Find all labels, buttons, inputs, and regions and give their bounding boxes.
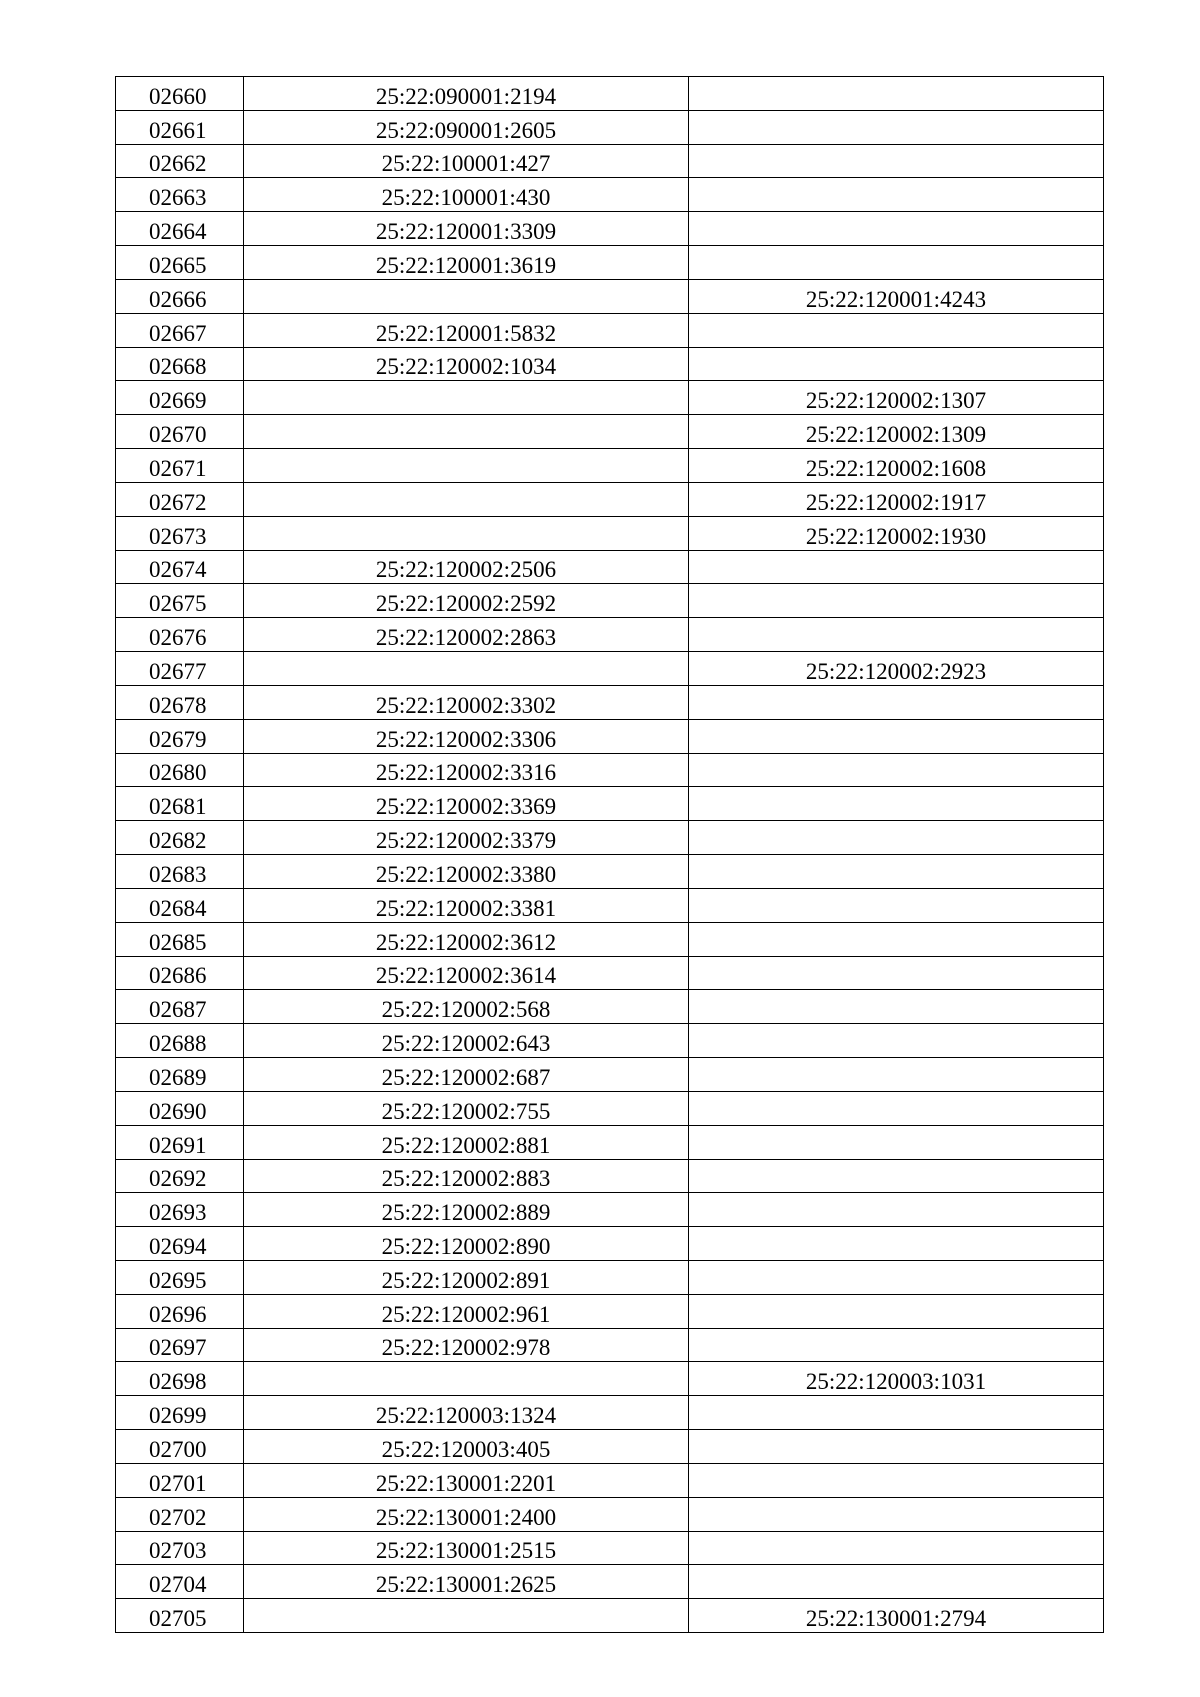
cadastral-number-cell (244, 787, 689, 821)
row-number-text: 02664 (149, 219, 207, 245)
cadastral-number-alt-cell (689, 719, 1104, 753)
cadastral-number-cell (244, 1396, 689, 1430)
cadastral-number-text: 25:22:120002:2592 (375, 591, 557, 617)
row-number-cell (116, 888, 244, 922)
cadastral-number-cell (244, 347, 689, 381)
cadastral-number-alt-cell (689, 888, 1104, 922)
cadastral-number-cell (244, 482, 689, 516)
cadastral-number-alt-cell (689, 1531, 1104, 1565)
row-number-text: 02699 (149, 1403, 207, 1429)
cadastral-number-alt-cell (689, 855, 1104, 889)
row-number-text: 02684 (149, 895, 207, 921)
cadastral-number-cell (244, 516, 689, 550)
cadastral-number-text: 25:22:120002:891 (381, 1267, 551, 1293)
cadastral-number-alt-text: 25:22:120002:1930 (805, 523, 987, 549)
cadastral-number-cell (244, 449, 689, 483)
cadastral-number-text: 25:22:100001:427 (381, 151, 551, 177)
row-number-text: 02662 (149, 151, 207, 177)
row-number-text: 02677 (149, 658, 207, 684)
row-number-text: 02691 (149, 1132, 207, 1158)
cadastral-number-cell (244, 1565, 689, 1599)
cadastral-number-cell (244, 1125, 689, 1159)
row-number-cell (116, 347, 244, 381)
row-number-text: 02705 (149, 1606, 207, 1632)
cadastral-number-text: 25:22:120002:755 (381, 1098, 551, 1124)
table-row (116, 1193, 1104, 1227)
cadastral-number-alt-cell (689, 1362, 1104, 1396)
cadastral-number-cell (244, 246, 689, 280)
row-number-text: 02703 (149, 1538, 207, 1564)
cadastral-number-alt-text: 25:22:120001:4243 (805, 286, 987, 312)
table-row (116, 652, 1104, 686)
cadastral-number-cell (244, 855, 689, 889)
row-number-text: 02698 (149, 1369, 207, 1395)
row-number-text: 02685 (149, 929, 207, 955)
cadastral-number-alt-cell (689, 584, 1104, 618)
cadastral-number-alt-cell (689, 550, 1104, 584)
cadastral-number-cell (244, 1328, 689, 1362)
row-number-text: 02676 (149, 625, 207, 651)
row-number-cell (116, 110, 244, 144)
cadastral-number-text: 25:22:120002:643 (381, 1031, 551, 1057)
row-number-cell (116, 787, 244, 821)
table-row (116, 1362, 1104, 1396)
cadastral-number-alt-cell (689, 956, 1104, 990)
table-row (116, 1024, 1104, 1058)
row-number-cell (116, 855, 244, 889)
table-row (116, 1159, 1104, 1193)
cadastral-number-alt-cell (689, 1328, 1104, 1362)
table-row (116, 685, 1104, 719)
table-row (116, 313, 1104, 347)
cadastral-number-alt-cell (689, 1091, 1104, 1125)
cadastral-number-alt-text: 25:22:120002:1608 (805, 455, 987, 481)
table-row (116, 1599, 1104, 1633)
cadastral-number-cell (244, 381, 689, 415)
cadastral-number-text: 25:22:120003:1324 (375, 1403, 557, 1429)
cadastral-number-cell (244, 1091, 689, 1125)
cadastral-number-text: 25:22:090001:2605 (375, 117, 557, 143)
row-number-text: 02692 (149, 1166, 207, 1192)
cadastral-number-alt-cell (689, 1294, 1104, 1328)
table-row (116, 1463, 1104, 1497)
cadastral-number-cell (244, 1362, 689, 1396)
table-row (116, 482, 1104, 516)
cadastral-number-alt-cell (689, 1024, 1104, 1058)
cadastral-number-alt-text: 25:22:130001:2794 (805, 1606, 987, 1632)
cadastral-number-text: 25:22:120002:889 (381, 1200, 551, 1226)
cadastral-number-alt-cell (689, 1565, 1104, 1599)
row-number-cell (116, 584, 244, 618)
cadastral-number-text: 25:22:120002:3306 (375, 726, 557, 752)
row-number-text: 02695 (149, 1267, 207, 1293)
row-number-cell (116, 1260, 244, 1294)
table-row (116, 1260, 1104, 1294)
table-row (116, 381, 1104, 415)
row-number-cell (116, 1227, 244, 1261)
cadastral-number-cell (244, 1599, 689, 1633)
cadastral-number-alt-cell (689, 787, 1104, 821)
cadastral-number-text: 25:22:120002:3369 (375, 794, 557, 820)
cadastral-number-text: 25:22:130001:2201 (375, 1470, 557, 1496)
cadastral-number-alt-cell (689, 1227, 1104, 1261)
cadastral-number-cell (244, 1058, 689, 1092)
row-number-cell (116, 922, 244, 956)
cadastral-number-text: 25:22:120002:3381 (375, 895, 557, 921)
cadastral-number-alt-cell (689, 313, 1104, 347)
cadastral-number-alt-text: 25:22:120002:1307 (805, 388, 987, 414)
row-number-cell (116, 1599, 244, 1633)
table-row (116, 888, 1104, 922)
cadastral-number-cell (244, 279, 689, 313)
row-number-cell (116, 1531, 244, 1565)
table-row (116, 855, 1104, 889)
row-number-cell (116, 1463, 244, 1497)
row-number-text: 02687 (149, 997, 207, 1023)
row-number-text: 02663 (149, 185, 207, 211)
row-number-text: 02669 (149, 388, 207, 414)
row-number-text: 02696 (149, 1301, 207, 1327)
row-number-cell (116, 956, 244, 990)
row-number-text: 02702 (149, 1504, 207, 1530)
cadastral-number-alt-cell (689, 415, 1104, 449)
cadastral-number-cell (244, 110, 689, 144)
table-row (116, 279, 1104, 313)
row-number-cell (116, 652, 244, 686)
cadastral-number-cell (244, 1260, 689, 1294)
row-number-cell (116, 77, 244, 111)
cadastral-number-alt-cell (689, 685, 1104, 719)
row-number-cell (116, 1159, 244, 1193)
cadastral-number-alt-text: 25:22:120002:2923 (805, 658, 987, 684)
table-row (116, 415, 1104, 449)
cadastral-number-alt-cell (689, 449, 1104, 483)
table-row (116, 753, 1104, 787)
cadastral-number-cell (244, 1531, 689, 1565)
row-number-text: 02689 (149, 1064, 207, 1090)
row-number-cell (116, 482, 244, 516)
cadastral-number-text: 25:22:130001:2625 (375, 1572, 557, 1598)
table-row (116, 516, 1104, 550)
cadastral-number-text: 25:22:120001:3619 (375, 252, 557, 278)
row-number-text: 02686 (149, 963, 207, 989)
table-row (116, 584, 1104, 618)
table-row (116, 1091, 1104, 1125)
row-number-cell (116, 1193, 244, 1227)
table-row (116, 449, 1104, 483)
table-row (116, 1497, 1104, 1531)
cadastral-number-cell (244, 888, 689, 922)
row-number-cell (116, 1565, 244, 1599)
cadastral-number-alt-text: 25:22:120003:1031 (805, 1369, 987, 1395)
cadastral-number-text: 25:22:120002:3379 (375, 828, 557, 854)
cadastral-number-cell (244, 212, 689, 246)
cadastral-number-text: 25:22:120001:3309 (375, 219, 557, 245)
row-number-cell (116, 178, 244, 212)
row-number-cell (116, 279, 244, 313)
row-number-text: 02666 (149, 286, 207, 312)
cadastral-number-alt-cell (689, 144, 1104, 178)
table-row (116, 550, 1104, 584)
row-number-text: 02693 (149, 1200, 207, 1226)
cadastral-number-cell (244, 144, 689, 178)
row-number-text: 02682 (149, 828, 207, 854)
row-number-text: 02681 (149, 794, 207, 820)
table-row (116, 719, 1104, 753)
records-table (115, 76, 1104, 1633)
row-number-cell (116, 1396, 244, 1430)
row-number-text: 02683 (149, 861, 207, 887)
cadastral-number-text: 25:22:120002:568 (381, 997, 551, 1023)
table-row (116, 990, 1104, 1024)
row-number-cell (116, 1058, 244, 1092)
cadastral-number-alt-cell (689, 753, 1104, 787)
cadastral-number-cell (244, 990, 689, 1024)
row-number-cell (116, 990, 244, 1024)
table-row (116, 1565, 1104, 1599)
cadastral-number-text: 25:22:090001:2194 (375, 83, 557, 109)
row-number-text: 02701 (149, 1470, 207, 1496)
cadastral-number-alt-text: 25:22:120002:1917 (805, 489, 987, 515)
cadastral-number-text: 25:22:120002:3302 (375, 692, 557, 718)
cadastral-number-alt-cell (689, 279, 1104, 313)
table-row (116, 178, 1104, 212)
table-row (116, 212, 1104, 246)
row-number-text: 02670 (149, 422, 207, 448)
cadastral-number-alt-cell (689, 652, 1104, 686)
table-row (116, 1294, 1104, 1328)
cadastral-number-cell (244, 685, 689, 719)
row-number-cell (116, 1430, 244, 1464)
row-number-cell (116, 821, 244, 855)
cadastral-number-alt-cell (689, 212, 1104, 246)
cadastral-number-cell (244, 922, 689, 956)
row-number-cell (116, 246, 244, 280)
cadastral-number-cell (244, 1497, 689, 1531)
row-number-cell (116, 1362, 244, 1396)
records-table-body (116, 77, 1104, 1633)
cadastral-number-alt-cell (689, 77, 1104, 111)
cadastral-number-text: 25:22:120002:881 (381, 1132, 551, 1158)
cadastral-number-cell (244, 821, 689, 855)
cadastral-number-text: 25:22:130001:2400 (375, 1504, 557, 1530)
cadastral-number-alt-cell (689, 482, 1104, 516)
row-number-cell (116, 1125, 244, 1159)
row-number-text: 02688 (149, 1031, 207, 1057)
cadastral-number-alt-cell (689, 1260, 1104, 1294)
table-row (116, 1396, 1104, 1430)
cadastral-number-alt-cell (689, 347, 1104, 381)
cadastral-number-alt-cell (689, 1193, 1104, 1227)
cadastral-number-text: 25:22:120002:3316 (375, 760, 557, 786)
cadastral-number-text: 25:22:120002:3380 (375, 861, 557, 887)
cadastral-number-alt-cell (689, 1599, 1104, 1633)
cadastral-number-text: 25:22:120002:961 (381, 1301, 551, 1327)
table-row (116, 787, 1104, 821)
cadastral-number-cell (244, 1227, 689, 1261)
cadastral-number-text: 25:22:120002:2506 (375, 557, 557, 583)
cadastral-number-cell (244, 652, 689, 686)
cadastral-number-alt-cell (689, 1396, 1104, 1430)
row-number-text: 02660 (149, 83, 207, 109)
row-number-cell (116, 1294, 244, 1328)
row-number-cell (116, 719, 244, 753)
row-number-text: 02668 (149, 354, 207, 380)
cadastral-number-text: 25:22:100001:430 (381, 185, 551, 211)
table-row (116, 1430, 1104, 1464)
row-number-cell (116, 212, 244, 246)
table-row (116, 1328, 1104, 1362)
row-number-cell (116, 753, 244, 787)
table-row (116, 246, 1104, 280)
cadastral-number-text: 25:22:120003:405 (381, 1436, 551, 1462)
row-number-text: 02690 (149, 1098, 207, 1124)
cadastral-number-cell (244, 77, 689, 111)
cadastral-number-alt-cell (689, 246, 1104, 280)
cadastral-number-alt-cell (689, 1159, 1104, 1193)
row-number-text: 02671 (149, 455, 207, 481)
cadastral-number-cell (244, 1430, 689, 1464)
row-number-text: 02700 (149, 1436, 207, 1462)
cadastral-number-alt-cell (689, 178, 1104, 212)
cadastral-number-text: 25:22:120002:978 (381, 1335, 551, 1361)
cadastral-number-cell (244, 1463, 689, 1497)
cadastral-number-text: 25:22:120002:1034 (375, 354, 557, 380)
row-number-cell (116, 618, 244, 652)
row-number-text: 02672 (149, 489, 207, 515)
cadastral-number-text: 25:22:120002:687 (381, 1064, 551, 1090)
table-row (116, 1531, 1104, 1565)
cadastral-number-alt-cell (689, 821, 1104, 855)
row-number-text: 02697 (149, 1335, 207, 1361)
row-number-text: 02675 (149, 591, 207, 617)
row-number-text: 02679 (149, 726, 207, 752)
cadastral-number-cell (244, 1294, 689, 1328)
cadastral-number-alt-cell (689, 922, 1104, 956)
row-number-cell (116, 516, 244, 550)
cadastral-number-cell (244, 1193, 689, 1227)
cadastral-number-cell (244, 1159, 689, 1193)
row-number-cell (116, 144, 244, 178)
row-number-cell (116, 449, 244, 483)
cadastral-number-text: 25:22:120002:883 (381, 1166, 551, 1192)
cadastral-number-cell (244, 313, 689, 347)
row-number-text: 02694 (149, 1233, 207, 1259)
table-row (116, 956, 1104, 990)
cadastral-number-cell (244, 753, 689, 787)
cadastral-number-cell (244, 178, 689, 212)
row-number-cell (116, 1024, 244, 1058)
cadastral-number-cell (244, 550, 689, 584)
row-number-cell (116, 313, 244, 347)
cadastral-number-alt-cell (689, 1463, 1104, 1497)
cadastral-number-cell (244, 415, 689, 449)
cadastral-number-cell (244, 584, 689, 618)
cadastral-number-alt-cell (689, 1058, 1104, 1092)
cadastral-number-alt-cell (689, 381, 1104, 415)
cadastral-number-cell (244, 1024, 689, 1058)
row-number-text: 02680 (149, 760, 207, 786)
row-number-text: 02667 (149, 320, 207, 346)
cadastral-number-text: 25:22:120002:3614 (375, 963, 557, 989)
cadastral-number-text: 25:22:130001:2515 (375, 1538, 557, 1564)
table-row (116, 618, 1104, 652)
table-row (116, 922, 1104, 956)
row-number-text: 02673 (149, 523, 207, 549)
row-number-text: 02661 (149, 117, 207, 143)
cadastral-number-cell (244, 956, 689, 990)
row-number-cell (116, 1091, 244, 1125)
table-row (116, 77, 1104, 111)
table-row (116, 1125, 1104, 1159)
row-number-text: 02665 (149, 252, 207, 278)
table-row (116, 1058, 1104, 1092)
row-number-cell (116, 1497, 244, 1531)
cadastral-number-text: 25:22:120002:890 (381, 1233, 551, 1259)
row-number-cell (116, 685, 244, 719)
table-row (116, 110, 1104, 144)
table-row (116, 144, 1104, 178)
row-number-cell (116, 1328, 244, 1362)
cadastral-number-text: 25:22:120002:2863 (375, 625, 557, 651)
cadastral-number-alt-cell (689, 1125, 1104, 1159)
cadastral-number-alt-cell (689, 110, 1104, 144)
row-number-text: 02674 (149, 557, 207, 583)
cadastral-number-cell (244, 618, 689, 652)
row-number-cell (116, 415, 244, 449)
cadastral-number-alt-cell (689, 618, 1104, 652)
row-number-text: 02704 (149, 1572, 207, 1598)
table-row (116, 1227, 1104, 1261)
row-number-cell (116, 550, 244, 584)
cadastral-number-alt-cell (689, 516, 1104, 550)
cadastral-number-alt-cell (689, 1497, 1104, 1531)
cadastral-number-text: 25:22:120002:3612 (375, 929, 557, 955)
cadastral-number-text: 25:22:120001:5832 (375, 320, 557, 346)
table-row (116, 821, 1104, 855)
cadastral-number-alt-cell (689, 1430, 1104, 1464)
cadastral-number-cell (244, 719, 689, 753)
table-row (116, 347, 1104, 381)
cadastral-number-alt-text: 25:22:120002:1309 (805, 422, 987, 448)
cadastral-number-alt-cell (689, 990, 1104, 1024)
row-number-text: 02678 (149, 692, 207, 718)
row-number-cell (116, 381, 244, 415)
